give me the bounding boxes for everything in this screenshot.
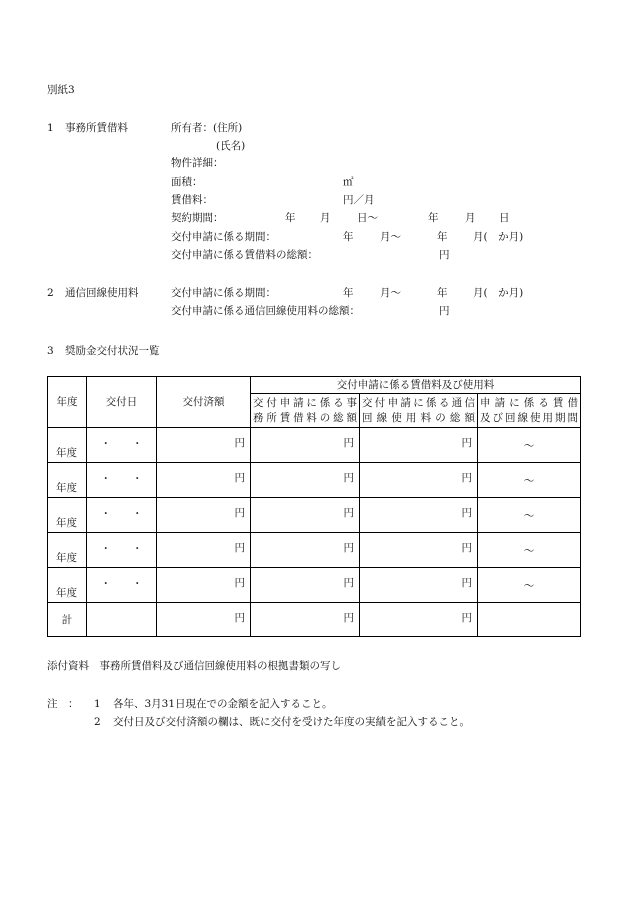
date-placeholder: ・ ・ (100, 473, 143, 485)
year-cell (48, 428, 87, 463)
header-usage-period (478, 394, 581, 428)
table-row (48, 428, 581, 463)
table-total-row (48, 603, 581, 637)
date-placeholder: ・ ・ (100, 543, 143, 555)
attached-documents: 添付資料 事務所賃借料及び通信回線使用料の根拠書類の写し (47, 660, 341, 672)
contract-day-start: 日～ (357, 212, 378, 224)
contract-day-end: 日 (499, 212, 510, 224)
year-cell (48, 568, 87, 603)
header-rent-total-line2: 務所賃借料の総額 (253, 411, 357, 424)
application-period-year-start: 年 (343, 231, 354, 243)
total-rent-cell: 円 (251, 603, 360, 637)
rent-unit: 円／月 (343, 194, 375, 206)
usage-period-cell: ～ (478, 568, 581, 603)
rent-total-cell: 円 (251, 498, 360, 533)
date-placeholder: ・ ・ (100, 508, 143, 520)
paid-amount-cell: 円 (157, 498, 251, 533)
contract-month-end: 月 (465, 212, 476, 224)
owner-address-label: 所有者：(住所) (171, 122, 243, 134)
year-suffix: 年度 (56, 517, 77, 529)
usage-period-cell: ～ (478, 463, 581, 498)
year-suffix: 年度 (56, 552, 77, 564)
year-cell (48, 533, 87, 568)
comm-total-label: 交付申請に係る通信回線使用料の総額： (171, 305, 360, 317)
total-comm-cell: 円 (360, 603, 478, 637)
date-placeholder: ・ ・ (100, 578, 143, 590)
comm-total-cell: 円 (360, 498, 478, 533)
year-cell (48, 498, 87, 533)
section2-number: 2 (47, 287, 54, 299)
date-placeholder: ・ ・ (100, 438, 143, 450)
paid-amount-cell: 円 (157, 533, 251, 568)
rent-total-cell: 円 (251, 428, 360, 463)
contract-year-end: 年 (428, 212, 439, 224)
rent-total-label: 交付申請に係る賃借料の総額： (171, 249, 318, 261)
header-group-rent-and-usage: 交付申請に係る賃借料及び使用料 (251, 377, 581, 394)
header-comm-total-line2: 回線使用料の総額 (362, 411, 475, 424)
header-rent-total (251, 394, 360, 428)
date-cell (87, 568, 157, 603)
total-period-cell (478, 603, 581, 637)
section3-number: 3 (47, 345, 54, 357)
year-suffix: 年度 (56, 447, 77, 459)
date-cell (87, 463, 157, 498)
header-comm-total (360, 394, 478, 428)
rent-total-cell: 円 (251, 533, 360, 568)
comm-period-month-start: 月～ (380, 287, 401, 299)
section1-title: 事務所賃借料 (65, 122, 128, 134)
header-rent-total-line1: 交付申請に係る事 (253, 396, 357, 409)
application-period-label: 交付申請に係る期間： (171, 231, 276, 243)
contract-year-start: 年 (285, 212, 296, 224)
note2-text: 交付日及び交付済額の欄は、既に交付を受けた年度の実績を記入すること。 (113, 716, 470, 728)
paid-amount-cell: 円 (157, 428, 251, 463)
grant-status-table (47, 376, 581, 637)
owner-name-label: (氏名) (216, 140, 246, 152)
comm-period-month-end: 月( か月) (473, 287, 524, 299)
comm-period-year-end: 年 (437, 287, 448, 299)
contract-month-start: 月 (320, 212, 331, 224)
comm-total-unit: 円 (439, 305, 450, 317)
rent-total-cell: 円 (251, 463, 360, 498)
comm-total-cell: 円 (360, 568, 478, 603)
comm-total-cell: 円 (360, 533, 478, 568)
table-row (48, 498, 581, 533)
notes-label: 注 ： (47, 698, 79, 710)
section3-title: 奨励金交付状況一覧 (65, 345, 160, 357)
year-suffix: 年度 (56, 482, 77, 494)
property-detail-label: 物件詳細： (171, 157, 224, 169)
total-date-cell (87, 603, 157, 637)
usage-period-cell: ～ (478, 533, 581, 568)
application-period-month-end: 月( か月) (473, 231, 524, 243)
comm-period-label: 交付申請に係る期間： (171, 287, 276, 299)
note1-number: 1 (94, 698, 101, 710)
total-paid-cell: 円 (157, 603, 251, 637)
table-row (48, 568, 581, 603)
rent-total-cell: 円 (251, 568, 360, 603)
area-label: 面積： (171, 176, 203, 188)
note1-text: 各年、3月31日現在での金額を記入すること。 (113, 698, 333, 710)
section2-title: 通信回線使用料 (65, 287, 139, 299)
year-suffix: 年度 (56, 587, 77, 599)
date-cell (87, 428, 157, 463)
section1-number: 1 (47, 122, 54, 134)
rent-total-unit: 円 (439, 249, 450, 261)
paid-amount-cell: 円 (157, 568, 251, 603)
area-unit: ㎡ (343, 176, 354, 188)
attachment-label: 別紙3 (47, 84, 75, 96)
application-period-year-end: 年 (437, 231, 448, 243)
year-cell (48, 463, 87, 498)
header-comm-total-line1: 交付申請に係る通信 (362, 396, 475, 409)
contract-period-label: 契約期間： (171, 212, 224, 224)
date-cell (87, 498, 157, 533)
header-paid-amount: 交付済額 (157, 377, 251, 428)
note2-number: 2 (94, 716, 101, 728)
usage-period-cell: ～ (478, 498, 581, 533)
rent-label: 賃借料： (171, 194, 213, 206)
table-row (48, 533, 581, 568)
table-row (48, 463, 581, 498)
usage-period-cell: ～ (478, 428, 581, 463)
total-label-cell: 計 (48, 603, 87, 637)
paid-amount-cell: 円 (157, 463, 251, 498)
date-cell (87, 533, 157, 568)
header-year: 年度 (48, 377, 87, 428)
header-usage-period-line1: 申請に係る賃借 (480, 396, 578, 409)
application-period-month-start: 月～ (380, 231, 401, 243)
comm-period-year-start: 年 (343, 287, 354, 299)
header-grant-date: 交付日 (87, 377, 157, 428)
header-usage-period-line2: 及び回線使用期間 (480, 411, 578, 424)
comm-total-cell: 円 (360, 428, 478, 463)
comm-total-cell: 円 (360, 463, 478, 498)
